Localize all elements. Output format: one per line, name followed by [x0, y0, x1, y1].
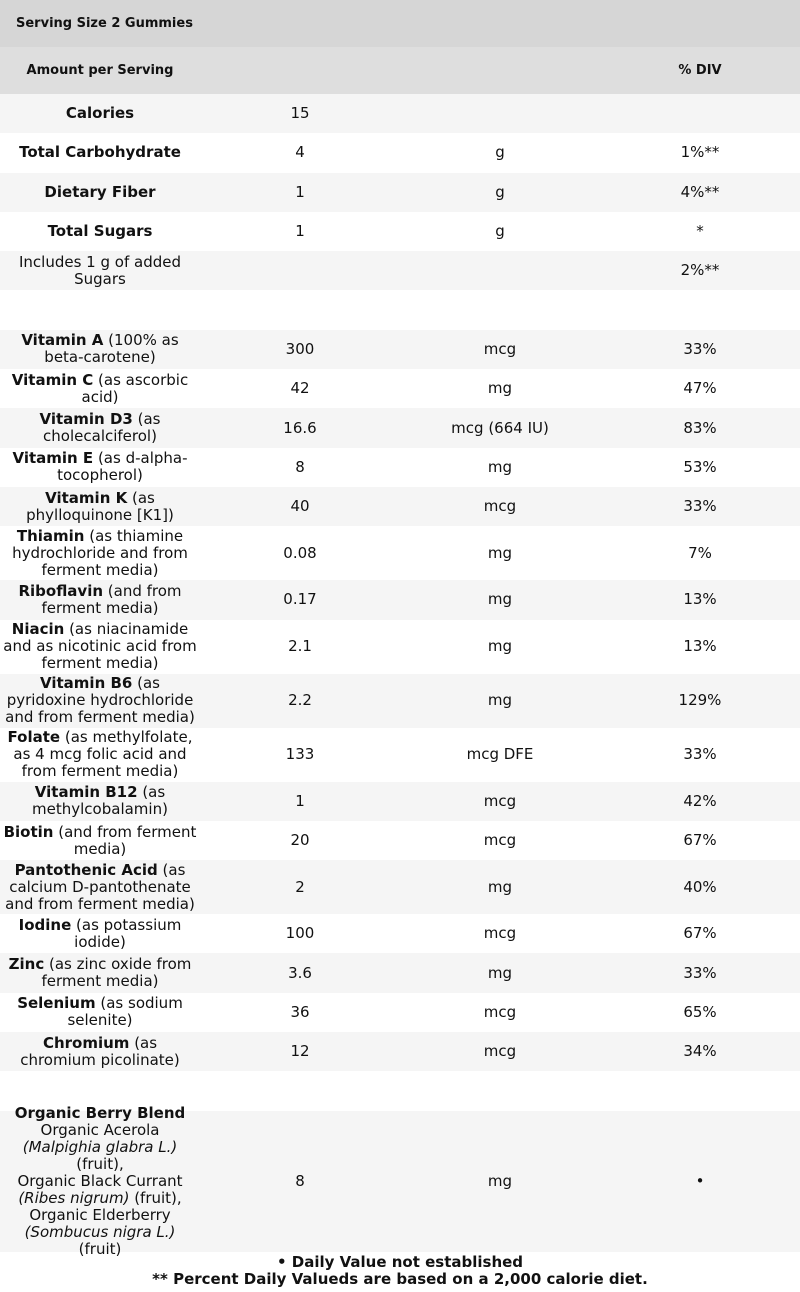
nutrient-title: Niacin — [11, 620, 65, 639]
nutrient-source: (as chromium picolinate) — [20, 1033, 180, 1069]
nutrient-source: (as d-alpha-tocopherol) — [57, 449, 188, 485]
blend-line: Organic Acerola — [40, 1120, 160, 1139]
table-row — [0, 369, 800, 408]
footnote-percent-dv: ** Percent Daily Valueds are based on a 2,000 calorie diet. — [152, 1269, 648, 1288]
nutrient-dv: 33% — [683, 745, 717, 764]
nutrient-name — [0, 372, 200, 406]
nutrient-title: Riboflavin — [18, 581, 104, 600]
nutrient-title: Zinc — [8, 955, 45, 974]
nutrient-source: (and from ferment media) — [53, 822, 197, 858]
nutrient-source: (as calcium D-pantothenate and from ferment media) — [5, 860, 195, 913]
nutrient-unit: mg — [487, 457, 513, 476]
nutrient-source: (as potassium iodide) — [71, 915, 182, 951]
nutrient-unit: mg — [487, 691, 513, 710]
blend-name — [0, 1105, 200, 1258]
nutrient-dv: 33% — [683, 497, 717, 516]
nutrient-name — [0, 332, 200, 366]
nutrient-dv: 13% — [683, 590, 717, 609]
nutrient-title: Thiamin — [16, 526, 85, 545]
nutrient-title: Vitamin K — [45, 488, 128, 507]
table-row — [0, 620, 800, 674]
nutrient-name — [0, 917, 200, 951]
nutrient-title: Pantothenic Acid — [14, 860, 158, 879]
nutrient-dv: * — [696, 222, 704, 241]
nutrient-amount: 3.6 — [288, 963, 312, 982]
nutrient-amount: 1 — [295, 222, 305, 241]
blend-latin-name: (Sombucus nigra L.) — [24, 1222, 176, 1241]
table-row — [0, 448, 800, 487]
nutrient-name — [0, 583, 200, 617]
nutrient-dv: 2%** — [680, 261, 720, 280]
nutrient-amount: 40 — [290, 497, 310, 516]
nutrient-name — [0, 621, 200, 672]
nutrient-dv: 33% — [683, 339, 717, 358]
nutrient-unit: mcg — [483, 339, 517, 358]
nutrient-name — [0, 450, 200, 484]
nutrient-amount: 1 — [295, 182, 305, 201]
nutrient-unit: g — [495, 182, 505, 201]
nutrient-dv: 65% — [683, 1002, 717, 1021]
nutrient-source: (as niacinamide and as nicotinic acid from ferment media) — [3, 620, 197, 673]
nutrient-amount: 0.08 — [283, 543, 317, 562]
nutrient-source: (as sodium selenite) — [67, 994, 183, 1030]
table-row — [0, 821, 800, 860]
nutrient-unit: mcg — [483, 1002, 517, 1021]
nutrient-unit: mg — [487, 877, 513, 896]
nutrient-unit: mcg — [483, 791, 517, 810]
table-row — [0, 94, 800, 133]
nutrient-amount: 2 — [295, 877, 305, 896]
nutrient-name — [0, 411, 200, 445]
nutrient-dv: 83% — [683, 418, 717, 437]
nutrient-unit: mg — [487, 1171, 513, 1190]
nutrient-title: Selenium — [17, 994, 96, 1013]
nutrient-dv: 34% — [683, 1042, 717, 1061]
nutrient-amount: 100 — [285, 924, 315, 943]
nutrient-source: (as pyridoxine hydrochloride and from ferment media) — [5, 674, 195, 727]
spacer-row — [0, 290, 800, 329]
blend-part: (fruit) — [78, 1239, 122, 1258]
table-row — [0, 487, 800, 526]
nutrient-amount: 20 — [290, 831, 310, 849]
blend-latin-name: (Malpighia glabra L.) — [22, 1137, 178, 1156]
nutrient-amount: 300 — [285, 339, 315, 358]
nutrient-source: (as zinc oxide from ferment media) — [41, 955, 192, 991]
nutrient-name: Includes 1 g of added Sugars — [19, 252, 181, 288]
nutrient-title: Iodine — [18, 915, 72, 934]
nutrient-amount: 12 — [290, 1042, 310, 1061]
nutrient-unit: mg — [487, 590, 513, 609]
table-row — [0, 782, 800, 821]
nutrient-source: (as methylcobalamin) — [32, 783, 168, 819]
nutrient-name — [0, 956, 200, 990]
nutrient-name — [0, 1035, 200, 1069]
percent-dv-label: % DIV — [678, 63, 722, 78]
table-row — [0, 1103, 800, 1258]
nutrient-name — [0, 784, 200, 818]
nutrient-amount: 2.2 — [288, 691, 312, 710]
nutrient-amount: 8 — [295, 1171, 305, 1190]
nutrient-amount: 16.6 — [283, 418, 317, 437]
nutrient-dv: 47% — [683, 379, 717, 398]
nutrient-source: (as methylfolate, as 4 mcg folic acid and from ferment media) — [13, 728, 193, 781]
table-row — [0, 173, 800, 212]
serving-size-text: Serving Size 2 Gummies — [16, 16, 193, 31]
nutrient-unit: mcg (664 IU) — [451, 418, 549, 437]
table-row — [0, 580, 800, 619]
nutrient-dv: 40% — [683, 877, 717, 896]
table-row — [0, 330, 800, 369]
nutrient-unit: mcg — [483, 497, 517, 516]
nutrient-amount: 133 — [285, 745, 315, 764]
nutrient-source: (as cholecalciferol) — [43, 410, 161, 446]
nutrient-dv: 7% — [688, 543, 712, 562]
table-row — [0, 914, 800, 953]
blend-latin-name: (Ribes nigrum) — [18, 1188, 130, 1207]
nutrient-dv: 129% — [678, 691, 722, 710]
nutrient-title: Vitamin B6 — [40, 674, 133, 693]
table-column-header — [0, 47, 800, 94]
nutrient-amount: 0.17 — [283, 590, 317, 609]
table-row — [0, 133, 800, 172]
nutrient-name: Total Carbohydrate — [19, 143, 181, 162]
table-row — [0, 408, 800, 447]
nutrient-title: Vitamin A — [21, 331, 104, 350]
nutrient-name — [0, 729, 200, 780]
table-row — [0, 212, 800, 251]
nutrient-dv: 42% — [683, 791, 717, 810]
nutrient-title: Biotin — [3, 822, 54, 841]
nutrient-name — [0, 528, 200, 579]
nutrient-amount: 8 — [295, 457, 305, 476]
blend-part: (fruit), — [76, 1154, 124, 1173]
nutrient-amount: 1 — [295, 791, 305, 810]
nutrient-title: Vitamin D3 — [39, 410, 133, 429]
amount-per-serving-label: Amount per Serving — [26, 63, 174, 78]
nutrient-dv: 13% — [683, 637, 717, 656]
nutrient-name: Total Sugars — [47, 222, 153, 241]
nutrient-title: Vitamin E — [12, 449, 94, 468]
table-row — [0, 728, 800, 782]
nutrient-title: Vitamin B12 — [34, 783, 138, 802]
table-row — [0, 1032, 800, 1071]
nutrient-unit: mg — [487, 963, 513, 982]
nutrient-amount: 15 — [290, 104, 310, 123]
nutrient-amount: 36 — [290, 1002, 310, 1021]
nutrient-unit: mg — [487, 543, 513, 562]
nutrition-table — [0, 94, 800, 1258]
nutrient-unit: g — [495, 222, 505, 241]
blend-title: Organic Berry Blend — [14, 1103, 186, 1122]
nutrient-name — [0, 824, 200, 858]
nutrient-name — [0, 490, 200, 524]
nutrient-unit: mcg — [483, 1042, 517, 1061]
nutrient-dv: 67% — [683, 831, 717, 849]
nutrient-dv: 1%** — [680, 143, 720, 162]
nutrient-amount: 4 — [295, 143, 305, 162]
nutrient-dv: 53% — [683, 457, 717, 476]
nutrient-amount: 2.1 — [288, 637, 312, 656]
nutrient-dv: 4%** — [680, 182, 720, 201]
nutrient-amount: 42 — [290, 379, 310, 398]
table-row — [0, 860, 800, 914]
nutrient-unit: mcg — [483, 831, 517, 849]
nutrient-unit: mg — [487, 637, 513, 656]
nutrient-title: Chromium — [42, 1033, 130, 1052]
nutrient-title: Folate — [7, 728, 61, 747]
nutrient-name: Calories — [65, 104, 135, 123]
nutrient-unit: mcg — [483, 924, 517, 943]
blend-line: Organic Black Currant — [17, 1171, 183, 1190]
serving-size-header — [0, 0, 800, 47]
table-row — [0, 526, 800, 580]
table-row — [0, 674, 800, 728]
nutrient-name: Dietary Fiber — [44, 182, 156, 201]
table-row — [0, 953, 800, 992]
nutrient-source: (and from ferment media) — [41, 581, 182, 617]
nutrient-dv: 33% — [683, 963, 717, 982]
nutrient-name — [0, 995, 200, 1029]
nutrient-dv: 67% — [683, 924, 717, 943]
nutrient-source: (as phylloquinone [K1]) — [26, 488, 174, 524]
nutrient-title: Vitamin C — [11, 370, 94, 389]
blend-line: Organic Elderberry — [29, 1205, 171, 1224]
table-row — [0, 993, 800, 1032]
nutrient-source: (as ascorbic acid) — [81, 370, 189, 406]
blend-part: (fruit), — [129, 1188, 182, 1207]
footnote-dv-not-established: • Daily Value not established — [276, 1252, 524, 1271]
nutrient-source: (as thiamine hydrochloride and from ferment media) — [12, 526, 188, 579]
nutrient-name — [0, 862, 200, 913]
nutrient-source: (100% as beta-carotene) — [44, 331, 179, 367]
nutrient-name — [0, 675, 200, 726]
nutrient-dv: • — [695, 1171, 705, 1190]
nutrient-unit: mcg DFE — [466, 745, 534, 764]
nutrient-unit: g — [495, 143, 505, 162]
table-row — [0, 251, 800, 290]
nutrient-unit: mg — [487, 379, 513, 398]
